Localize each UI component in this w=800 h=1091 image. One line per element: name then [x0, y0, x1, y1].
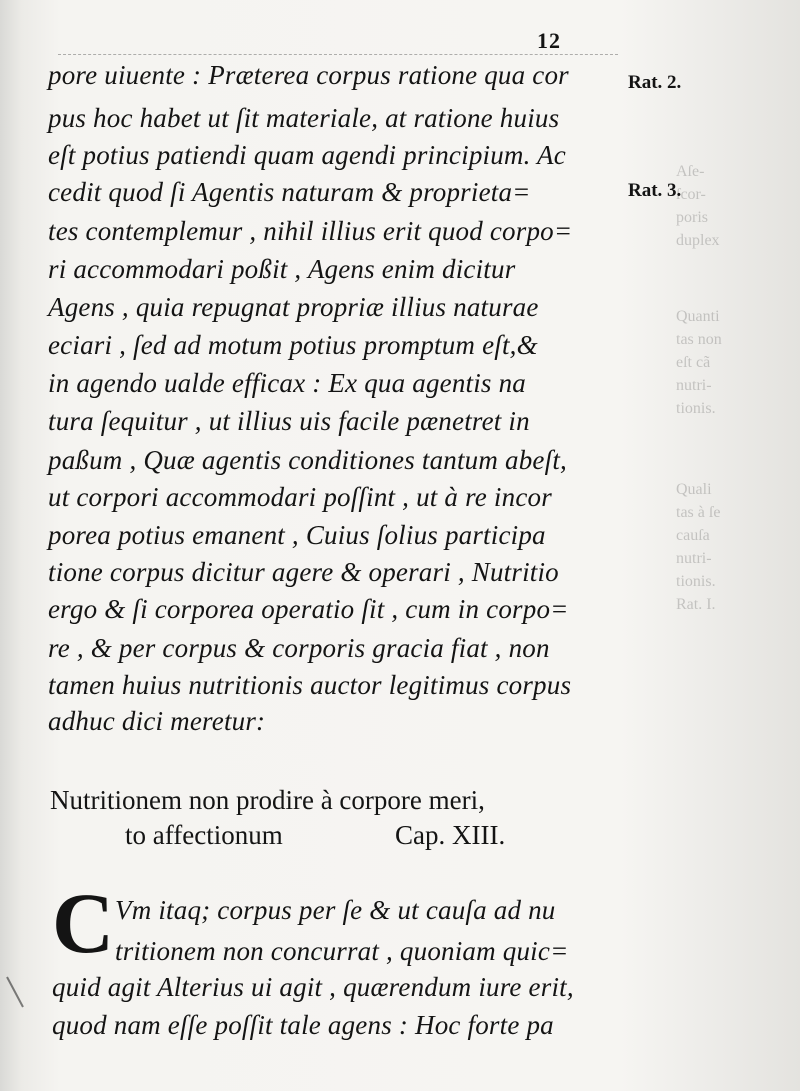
chapter-body-line: tritionem non concurrat , quoniam quic= — [115, 936, 569, 966]
body-line: pore uiuente : Prætereа corpus ratione qua cor — [48, 60, 569, 90]
body-line: pus hoc habet ut ſit materiale, at ratione huius — [48, 103, 560, 133]
margin-ghost-1: Aſe- ſcor- poris duplex — [676, 163, 720, 249]
body-line: tione corpus dicitur agere & operari , Nutritio — [48, 557, 559, 587]
margin-note-rat3: Rat. 3. — [628, 180, 682, 201]
chapter-title-line1: Nutritionem non prodire à corpore meri, — [50, 785, 485, 815]
margin-ghost-3: Quali tas à ſe cauſa nutri- tionis. Rat. I. — [676, 481, 721, 613]
chapter-number: Cap. XIII. — [395, 820, 506, 850]
margin-stroke-mark — [6, 977, 24, 1008]
body-line: ut corpori accommodari poſſint , ut à re incor — [48, 482, 552, 512]
body-line: tura ſequitur , ut illius uis facile pænetret in — [48, 406, 530, 436]
header-rule — [58, 54, 618, 55]
margin-note-rat2: Rat. 2. — [628, 72, 682, 93]
body-line: ergo & ſi corporea operatio ſit , cum in corpo= — [48, 594, 569, 624]
body-line: tamen huius nutritionis auctor legitimus corpus — [48, 670, 572, 700]
body-line: porea potius emanent , Cuius ſolius participa — [48, 520, 546, 550]
chapter-body-line: quid agit Alterius ui agit , quærendum iure erit, — [52, 972, 574, 1002]
page-number: 12 — [537, 28, 561, 53]
body-line: adhuc dici meretur: — [48, 706, 266, 736]
body-line: cedit quod ſi Agentis naturam & proprieta= — [48, 177, 531, 207]
body-line: in agendo ualde efficax : Ex qua agentis na — [48, 368, 526, 398]
body-line: re , & per corpus & corporis gracia fiat , non — [48, 633, 550, 663]
drop-cap: C — [52, 875, 115, 971]
margin-ghost-2: Quanti tas non eſt cã nutri- tionis. — [676, 308, 722, 417]
body-line: tes contemplemur , nihil illius erit quod corpo= — [48, 216, 573, 246]
body-line: Agens , quia repugnat propriæ illius naturae — [48, 292, 539, 322]
chapter-body-line: quod nam eſſe poſſit tale agens : Hoc forte pa — [52, 1010, 554, 1040]
body-line: paßum , Quæ agentis conditiones tantum abeſt, — [48, 445, 567, 475]
body-line: eciari , ſed ad motum potius promptum eſt,& — [48, 330, 538, 360]
chapter-title-line2: to affectionum — [125, 820, 283, 850]
chapter-body-line: Vm itaq; corpus per ſe & ut cauſa ad nu — [115, 895, 556, 925]
body-line: eſt potius patiendi quam agendi principium. Ac — [48, 140, 566, 170]
body-line: ri accommodari poßit , Agens enim dicitur — [48, 254, 516, 284]
